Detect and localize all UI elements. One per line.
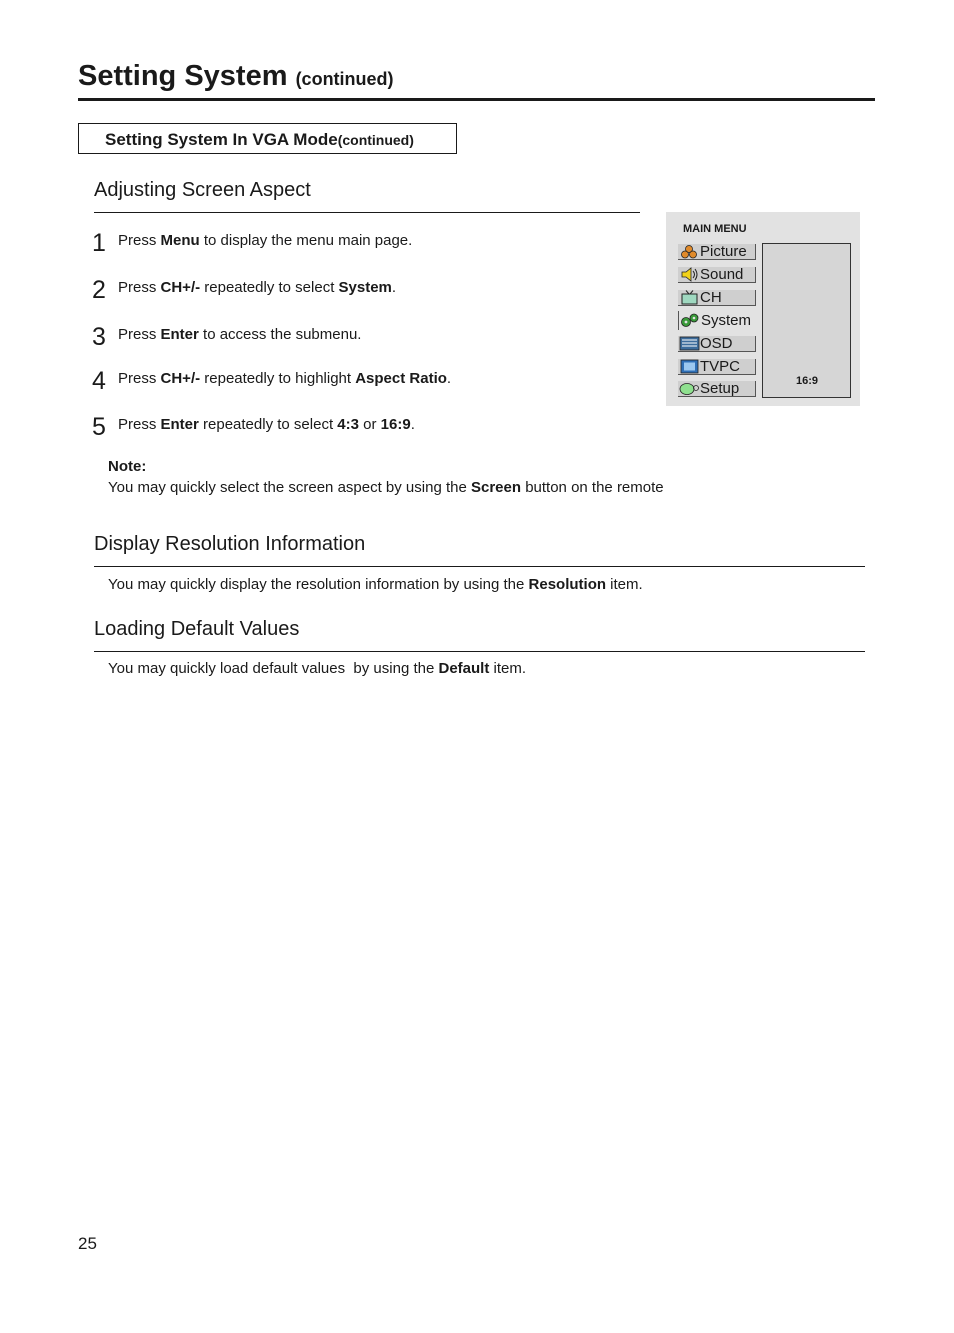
step-text (118, 326, 361, 343)
note-label: Note: (108, 458, 147, 475)
menu-item-label: Sound (700, 266, 744, 283)
step-number: 2 (92, 276, 106, 304)
resolution-key: Resolution (528, 576, 607, 593)
step-text (118, 416, 415, 433)
menu-item-label: OSD (700, 335, 733, 352)
step-key: Enter (160, 416, 199, 433)
step-number: 1 (92, 229, 106, 257)
gears-icon (679, 313, 701, 328)
setup-icon (678, 381, 700, 396)
step-text (118, 232, 412, 249)
aspect-rule (94, 212, 640, 213)
menu-item-osd[interactable] (678, 336, 756, 352)
defaults-text-part: item. (489, 660, 527, 677)
speaker-icon (678, 267, 700, 282)
step-text (118, 370, 451, 387)
menu-item-label: Picture (700, 243, 747, 260)
step-text-part: Press (118, 326, 161, 343)
note-text-part: You may quickly select the screen aspect by using the (108, 479, 471, 496)
menu-item-label: System (701, 312, 752, 329)
step-key: 4:3 (337, 416, 359, 433)
note-text (108, 479, 664, 496)
title-rule (78, 98, 875, 101)
page-title-text: Setting System (78, 60, 288, 92)
tv-icon (678, 290, 700, 305)
step-text-part: repeatedly to select (198, 416, 338, 433)
step-text-part: Press (118, 416, 161, 433)
resolution-text-part: item. (606, 576, 643, 593)
resolution-heading: Display Resolution Information (94, 533, 366, 555)
step-key: Aspect Ratio (355, 370, 447, 387)
step-text (118, 279, 396, 296)
step-key: 16:9 (380, 416, 411, 433)
step-text-part: Press (118, 232, 161, 249)
defaults-key: Default (438, 660, 490, 677)
defaults-text-part: You may quickly load default values by using the (108, 660, 439, 677)
menu-item-picture[interactable] (678, 244, 756, 260)
resolution-rule (94, 566, 865, 567)
section-box-title: Setting System In VGA Mode (105, 130, 338, 149)
monitor-icon (678, 359, 700, 374)
step-key: Enter (160, 326, 199, 343)
defaults-rule (94, 651, 865, 652)
step-text-part: Press (118, 370, 161, 387)
step-number: 5 (92, 413, 106, 441)
page-title-continued: (continued) (295, 69, 394, 89)
step-text-part: Press (118, 279, 161, 296)
step-key: CH+/- (160, 279, 201, 296)
picture-icon (678, 244, 700, 259)
defaults-heading: Loading Default Values (94, 618, 300, 640)
menu-item-label: TVPC (700, 358, 741, 375)
step-number: 4 (92, 367, 106, 395)
step-text-part: . (410, 416, 415, 433)
menu-item-tvpc[interactable] (678, 359, 756, 375)
section-box (78, 123, 457, 154)
step-key: Menu (160, 232, 200, 249)
menu-preview-screen (762, 243, 851, 398)
step-text-part: repeatedly to highlight (200, 370, 356, 387)
step-key: CH+/- (160, 370, 201, 387)
note-text-part: button on the remote (521, 479, 664, 496)
aspect-heading: Adjusting Screen Aspect (94, 179, 311, 201)
menu-item-system[interactable] (678, 311, 756, 330)
main-menu-panel (666, 212, 860, 406)
aspect-ratio-value: 16:9 (796, 375, 819, 387)
menu-item-label: CH (700, 289, 722, 306)
step-number: 3 (92, 323, 106, 351)
menu-item-setup[interactable] (678, 381, 756, 397)
menu-item-label: Setup (700, 380, 740, 397)
menu-item-ch[interactable] (678, 290, 756, 306)
step-text-part: or (358, 416, 381, 433)
step-text-part: . (446, 370, 452, 387)
resolution-text (108, 576, 643, 593)
step-text-part: repeatedly to select (200, 279, 339, 296)
step-text-part: to display the menu main page. (199, 232, 413, 249)
menu-item-sound[interactable] (678, 267, 756, 283)
section-box-continued: (continued) (337, 132, 414, 148)
page-number: 25 (78, 1234, 97, 1253)
note-key: Screen (470, 479, 522, 496)
step-text-part: . (391, 279, 397, 296)
page-title (78, 60, 394, 93)
defaults-text (108, 660, 526, 677)
main-menu-title: MAIN MENU (683, 223, 747, 235)
step-key: System (338, 279, 392, 296)
step-text-part: to access the submenu. (198, 326, 362, 343)
list-icon (678, 336, 700, 351)
resolution-text-part: You may quickly display the resolution information by using the (108, 576, 529, 593)
